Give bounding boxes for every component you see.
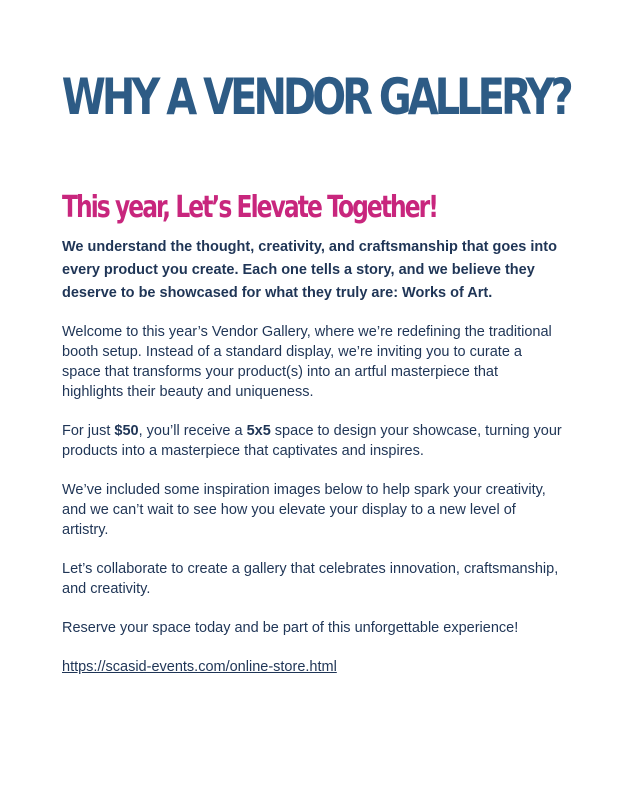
- pricing-paragraph: [62, 421, 562, 461]
- inspiration-paragraph: We’ve included some inspiration images below to help spark your creativity, and we can’t wait to see how you elevate your display to a new level of artistry.: [62, 482, 546, 538]
- page-title: WHY A VENDOR GALLERY?: [61, 68, 570, 126]
- section-subtitle: This year, Let’s Elevate Together!: [62, 190, 438, 225]
- pricing-prefix: For just: [62, 423, 115, 439]
- pricing-price: $50: [114, 423, 139, 439]
- reserve-paragraph: Reserve your space today and be part of this unforgettable experience!: [62, 620, 519, 636]
- link-paragraph: [62, 657, 562, 677]
- welcome-paragraph: Welcome to this year’s Vendor Gallery, where we’re redefining the traditional booth setup. Instead of a standard display, we’re inviting you to curate a space that transforms your product(s) into an artful masterpiece that highlights their beauty and uniqueness.: [62, 324, 552, 400]
- collaborate-paragraph: Let’s collaborate to create a gallery that celebrates innovation, craftsmanship, and creativity.: [62, 561, 559, 597]
- body-content: [62, 236, 562, 696]
- pricing-middle: , you’ll receive a: [138, 423, 247, 439]
- intro-paragraph: We understand the thought, creativity, and craftsmanship that goes into every product you create. Each one tells a story, and we believe they deserve to be showcased for what they truly are: Works of Art.: [62, 239, 557, 301]
- pricing-size: 5x5: [246, 423, 271, 439]
- store-link[interactable]: https://scasid-events.com/online-store.html: [62, 659, 337, 675]
- pricing-suffix: space to design your showcase, turning your products into a masterpiece that captivates and inspires.: [62, 423, 562, 459]
